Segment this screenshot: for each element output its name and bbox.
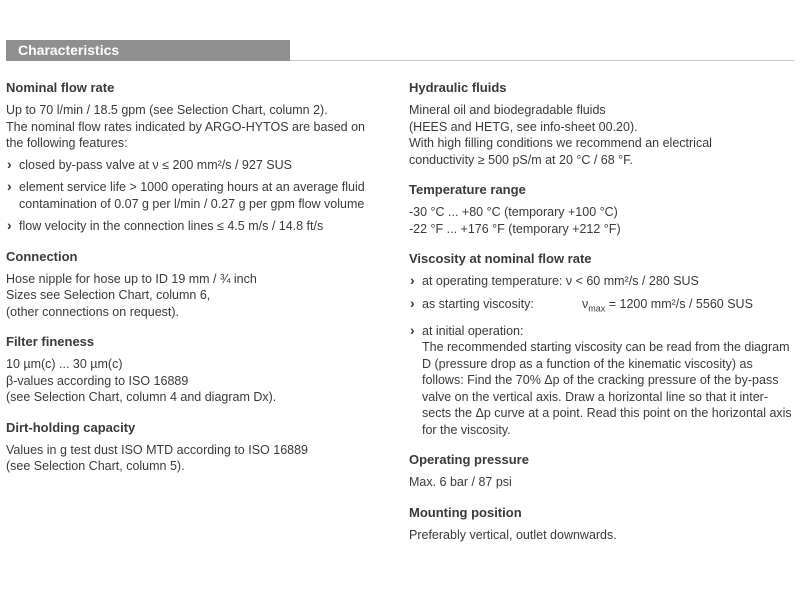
temperature-section: [409, 182, 797, 237]
operating-pressure-heading: Operating pressure: [409, 452, 529, 467]
connection-line-1: Hose nipple for hose up to ID 19 mm / ¾ inch: [6, 271, 257, 286]
nominal-flow-bullets: [6, 157, 391, 235]
viscosity-starting-value: = 1200 mm²/s / 5560 SUS: [605, 296, 753, 311]
viscosity-bullets: [409, 273, 797, 438]
nominal-flow-line-1: Up to 70 l/min / 18.5 gpm (see Selection Chart, column 2).: [6, 103, 328, 117]
list-item: [409, 323, 797, 439]
connection-line-2: Sizes see Selection Chart, column 6,: [6, 288, 211, 302]
hydraulic-fluids-line-2: (HEES and HETG, see info-sheet 00.20).: [409, 119, 638, 134]
filter-fineness-section: [6, 334, 391, 406]
viscosity-section: [409, 251, 797, 438]
temperature-line-1: -30 °C ... +80 °C (temporary +100 °C): [409, 205, 618, 219]
section-header: [6, 40, 290, 61]
nominal-flow-line-2: The nominal flow rates indicated by ARGO-HYTOS are based on: [6, 119, 365, 134]
list-item: › closed by-pass valve at ν ≤ 200 mm²/s / 927 SUS: [6, 157, 391, 174]
nominal-flow-heading: Nominal flow rate: [6, 80, 115, 95]
dirt-holding-line-2: (see Selection Chart, column 5).: [6, 459, 185, 473]
viscosity-initial-text: The recommended starting viscosity can be read from the diagram D (pressure drop as a function of the kinematic viscosity) as follows: Find the 70% Δp of the cracking pressure of the by-pass valve on the vertical axis. Draw a horizontal line so that it inter-sects the Δp curve at a point. Read this point on the horizontal axis for the viscosity.: [422, 340, 792, 437]
mounting-section: [409, 505, 797, 544]
nominal-flow-line-3: the following features:: [6, 136, 128, 150]
list-item: › flow velocity in the connection lines ≤ 4.5 m/s / 14.8 ft/s: [6, 218, 391, 235]
hydraulic-fluids-line-3: With high filling conditions we recommend an electrical: [409, 136, 712, 150]
temperature-line-2: -22 °F ... +176 °F (temporary +212 °F): [409, 221, 621, 236]
connection-line-3: (other connections on request).: [6, 304, 180, 319]
viscosity-heading: Viscosity at nominal flow rate: [409, 251, 592, 266]
hydraulic-fluids-line-4: conductivity ≥ 500 pS/m at 20 °C / 68 °F.: [409, 152, 633, 167]
header-divider: [290, 60, 794, 61]
viscosity-operating-label: at operating temperature:: [422, 274, 563, 288]
dirt-holding-heading: Dirt-holding capacity: [6, 419, 136, 435]
viscosity-starting-label: as starting viscosity:: [422, 296, 534, 311]
hydraulic-fluids-line-1: Mineral oil and biodegradable fluids: [409, 103, 606, 117]
operating-pressure-section: [409, 452, 797, 491]
left-column: [6, 80, 391, 489]
filter-fineness-heading: Filter fineness: [6, 334, 95, 349]
nominal-flow-section: [6, 80, 391, 235]
viscosity-initial-label: › at initial operation:: [422, 323, 524, 338]
hydraulic-fluids-heading: Hydraulic fluids: [409, 80, 507, 95]
list-item: [409, 273, 797, 290]
viscosity-operating-value: ν < 60 mm²/s / 280 SUS: [565, 274, 699, 288]
connection-heading: Connection: [6, 248, 78, 264]
dirt-holding-line-1: Values in g test dust ISO MTD according to ISO 16889: [6, 442, 309, 457]
section-title: Characteristics: [18, 42, 120, 58]
temperature-heading: Temperature range: [409, 182, 526, 197]
operating-pressure-line-1: Max. 6 bar / 87 psi: [409, 475, 512, 489]
mounting-heading: Mounting position: [409, 504, 522, 520]
right-column: [409, 80, 797, 557]
mounting-line-1: Preferably vertical, outlet downwards.: [409, 527, 617, 542]
viscosity-starting-symbol: ν: [582, 296, 589, 311]
dirt-holding-section: [6, 420, 391, 475]
list-item: [409, 296, 797, 317]
filter-fineness-line-3: (see Selection Chart, column 4 and diagram Dx).: [6, 390, 277, 404]
viscosity-starting-subscript: max: [588, 303, 606, 313]
hydraulic-fluids-section: [409, 80, 797, 168]
connection-section: [6, 249, 391, 321]
filter-fineness-line-1: 10 µm(c) ... 30 µm(c): [6, 357, 123, 371]
list-item: › element service life > 1000 operating hours at an average fluid contamination of 0.07 g per l/min / 0.27 g per gpm flow volume: [6, 179, 391, 212]
filter-fineness-line-2: β-values according to ISO 16889: [6, 373, 189, 388]
